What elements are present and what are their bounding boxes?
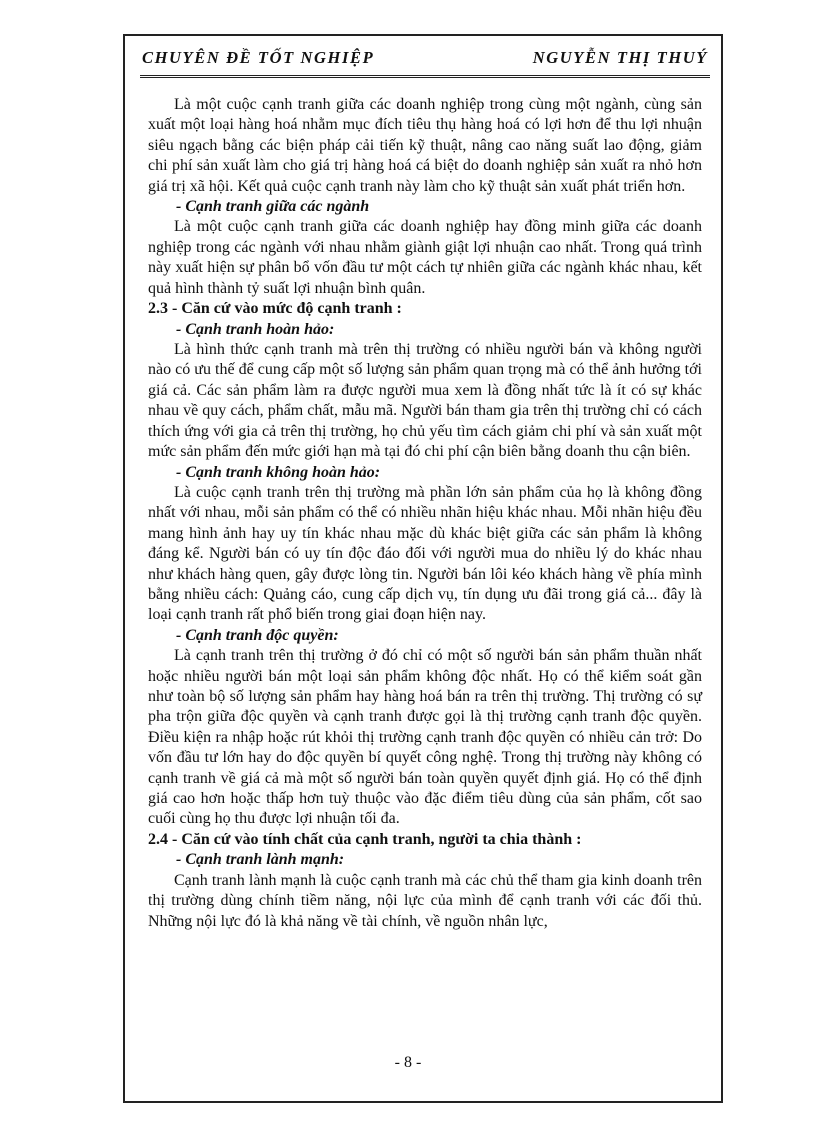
paragraph: Là hình thức cạnh tranh mà trên thị trường có nhiều người bán và không người nào có ưu thế để cung cấp một số lượng sản phẩm quan trọng mà có thể ảnh hưởng tới giá cả. Các sản phẩm làm ra được người mua xem là đồng nhất tức là ít có sự khác nhau về quy cách, phẩm chất, mẫu mã. Người bán tham gia trên thị trường chỉ có cách thích ứng với gia cả trên thị trường, họ chủ yếu tìm cách giảm chi phí và sản xuất một mức sản phẩm đến mức giới hạn mà tại đó chi phí cận biên bằng doanh thu cận biên. (148, 341, 702, 461)
paragraph: Là một cuộc cạnh tranh giữa các doanh nghiệp trong cùng một ngành, cùng sản xuất một loại hàng hoá nhằm mục đích tiêu thụ hàng hoá có lợi hơn để thu lợi nhuận siêu ngạch bằng các biện pháp cải tiến kỹ thuật, nâng cao năng suất lao động, giảm chi phí sản xuất làm cho giá trị hàng hoá cá biệt do doanh nghiệp sản xuất ra nhỏ hơn giá trị xã hội. Kết quả cuộc cạnh tranh này làm cho kỹ thuật sản xuất phát triển hơn. (148, 96, 702, 195)
page-header (142, 48, 708, 72)
subheading: - Cạnh tranh không hoàn hảo: (176, 463, 381, 481)
page-number: - 8 - (394, 1054, 422, 1071)
section-heading: 2.3 - Căn cứ vào mức độ cạnh tranh : (148, 300, 402, 318)
paragraph: Là cạnh tranh trên thị trường ở đó chỉ có một số người bán sản phẩm thuần nhất hoặc nhiều người bán một loại sản phẩm không độc nhất. Họ có thể kiểm soát gần như toàn bộ số lượng sản phẩm hay hàng hoá bán ra trên thị trường. Thị trường có sự pha trộn giữa độc quyền và cạnh tranh được gọi là thị trường cạnh tranh độc quyền. Điều kiện ra nhập hoặc rút khỏi thị trường cạnh tranh độc quyền có nhiều cản trở: Do vốn đầu tư lớn hay do độc quyền bí quyết công nghệ. Trong thị trường này không có cạnh tranh về giá cả mà một số người bán toàn quyền quyết định giá. Họ có thể định giá cao hơn hoặc thấp hơn tuỳ thuộc vào đặc điểm tiêu dùng của sản phẩm, cốt sao cuối cùng họ thu được lợi nhuận tối đa. (148, 647, 702, 828)
subheading: - Cạnh tranh giữa các ngành (176, 198, 370, 216)
paragraph: Cạnh tranh lành mạnh là cuộc cạnh tranh mà các chủ thể tham gia kinh doanh trên thị trường dùng chính tiềm năng, nội lực của mình để cạnh tranh với các đối thủ. Những nội lực đó là khả năng về tài chính, về nguồn nhân lực, (148, 871, 702, 930)
subheading: - Cạnh tranh lành mạnh: (176, 851, 345, 869)
header-title: CHUYÊN ĐỀ TỐT NGHIỆP (142, 48, 375, 67)
header-rule (140, 72, 710, 78)
subheading: - Cạnh tranh độc quyền: (176, 626, 339, 644)
paragraph: Là một cuộc cạnh tranh giữa các doanh nghiệp hay đồng minh giữa các doanh nghiệp trong các ngành với nhau nhằm giành giật lợi nhuận cao nhất. Trong quá trình này xuất hiện sự phân bổ vốn đầu tư một cách tự nhiên giữa các ngành khác nhau, kết quả hình thành tỷ suất lợi nhuận bình quân. (148, 218, 702, 297)
section-heading: 2.4 - Căn cứ vào tính chất của cạnh tranh, người ta chia thành : (148, 830, 582, 848)
header-author: NGUYỄN THỊ THUÝ (532, 48, 708, 67)
paragraph: Là cuộc cạnh tranh trên thị trường mà phần lớn sản phẩm của họ là không đồng nhất với nhau, mỗi sản phẩm có thể có nhiều nhãn hiệu khác nhau. Mỗi nhãn hiệu đều mang hình ảnh hay uy tín khác nhau mặc dù khác biệt giữa các sản phẩm là không đáng kể. Người bán có uy tín độc đáo đối với người mua do nhiều lý do khác nhau như khách hàng quen, gây được lòng tin. Người bán lôi kéo khách hàng về phía mình bằng nhiều cách: Quảng cáo, cung cấp dịch vụ, tín dụng ưu đãi trong giá cả... đây là loại cạnh tranh rất phổ biến trong giai đoạn hiện nay. (148, 483, 702, 624)
subheading: - Cạnh tranh hoàn hảo: (176, 320, 335, 338)
document-body (148, 95, 702, 932)
